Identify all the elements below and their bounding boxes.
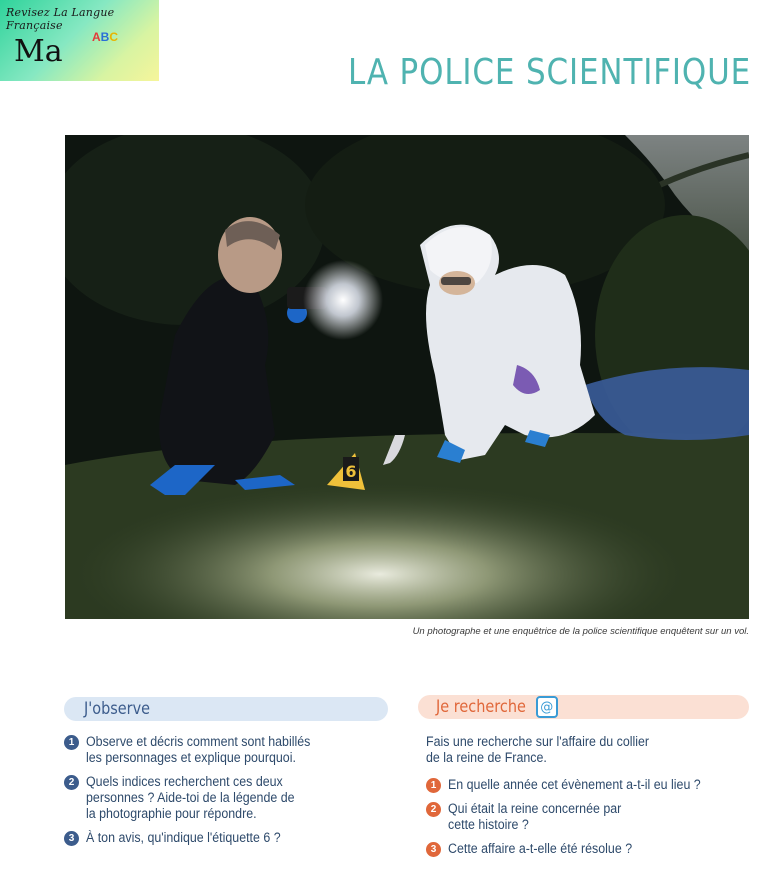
list-item: 1 Observe et décris comment sont habillés les personnages et explique pourquoi. (64, 734, 384, 766)
list-item: 2 Quels indices recherchent ces deux personnes ? Aide-toi de la légende de la photographie pour répondre. (64, 774, 384, 822)
question-number-3: 3 (64, 831, 79, 846)
site-logo (0, 0, 159, 81)
recherche-list (426, 777, 756, 865)
observe-list (64, 734, 384, 854)
list-item: 1 En quelle année cet évènement a-t-il eu lieu ? (426, 777, 756, 793)
logo-tagline: Revisez La Langue Française (6, 6, 115, 32)
recherche-header-label: Je recherche (436, 697, 526, 717)
crime-scene-photo (65, 135, 749, 619)
evidence-marker-number: 6 (345, 462, 357, 481)
question-number-1: 1 (426, 778, 441, 793)
list-item: 3 Cette affaire a-t-elle été résolue ? (426, 841, 756, 857)
question-number-2: 2 (64, 775, 79, 790)
question-number-3: 3 (426, 842, 441, 857)
list-item: 3 À ton avis, qu'indique l'étiquette 6 ? (64, 830, 384, 846)
recherche-header (418, 695, 749, 719)
at-icon: @ (536, 696, 558, 718)
observe-header (64, 697, 388, 721)
logo-abc-icon: ABC (92, 30, 119, 44)
logo-brand: Ma (14, 34, 63, 69)
recherche-intro: Fais une recherche sur l'affaire du collier de la reine de France. (426, 734, 650, 765)
question-number-2: 2 (426, 802, 441, 817)
question-number-1: 1 (64, 735, 79, 750)
observe-header-label: J'observe (84, 699, 151, 719)
photo-caption: Un photographe et une enquêtrice de la police scientifique enquêtent sur un vol. (412, 626, 749, 637)
list-item: 2 Qui était la reine concernée par cette histoire ? (426, 801, 756, 833)
page-title: LA POLICE SCIENTIFIQUE (348, 52, 752, 93)
